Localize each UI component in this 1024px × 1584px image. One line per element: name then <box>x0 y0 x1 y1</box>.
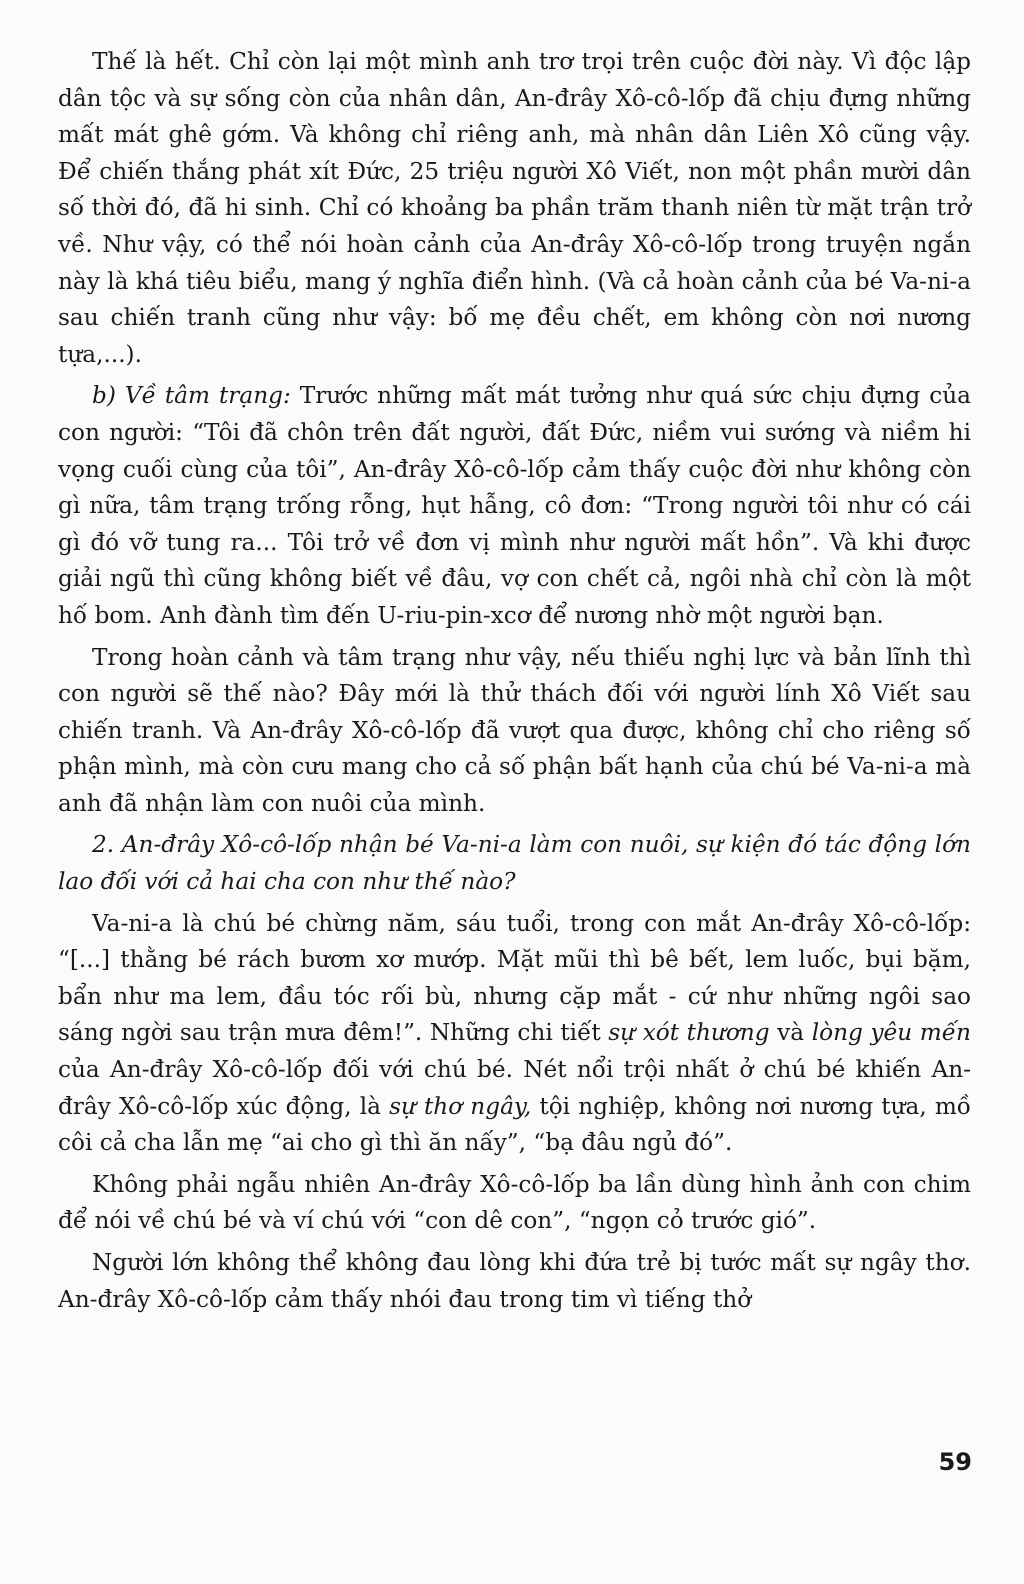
emphasis-xot-thuong: sự xót thương <box>608 1019 770 1047</box>
paragraph-va-ni-a <box>58 906 971 1162</box>
question-heading: 2. An-đrây Xô-cô-lốp nhận bé Va-ni-a làm con nuôi, sự kiện đó tác động lớn lao đối với cả hai cha con như thế nào? <box>58 831 971 896</box>
paragraph-hinh-anh-con-chim: Không phải ngẫu nhiên An-đrây Xô-cô-lốp ba lần dùng hình ảnh con chim để nói về chú bé và ví chú với “con dê con”, “ngọn cỏ trước gió”. <box>58 1170 971 1235</box>
emphasis-tho-ngay: sự thơ ngây, <box>389 1092 532 1120</box>
paragraph-va-ni-a-part-b: và <box>769 1019 812 1047</box>
paragraph-hoan-canh: Thế là hết. Chỉ còn lại một mình anh trơ trọi trên cuộc đời này. Vì độc lập dân tộc và sự sống còn của nhân dân, An-đrây Xô-cô-lốp đã chịu đựng những mất mát ghê gớm. Và không chỉ riêng anh, mà nhân dân Liên Xô cũng vậy. Để chiến thắng phát xít Đức, 25 triệu người Xô Viết, non một phần mười dân số thời đó, đã hi sinh. Chỉ có khoảng ba phần trăm thanh niên từ mặt trận trở về. Như vậy, có thể nói hoàn cảnh của An-đrây Xô-cô-lốp trong truyện ngắn này là khá tiêu biểu, mang ý nghĩa điển hình. (Và cả hoàn cảnh của bé Va-ni-a sau chiến tranh cũng như vậy: bố mẹ đều chết, em không còn nơi nương tựa,...). <box>58 48 971 368</box>
section-label-tam-trang: b) Về tâm trạng: <box>92 382 291 410</box>
paragraph-va-ni-a-part-a: Va-ni-a là chú bé chừng năm, sáu tuổi, trong con mắt An-đrây Xô-cô-lốp: “[...] thằng bé rách bươm xơ mướp. Mặt mũi thì bê bết, lem luốc, bụi bặm, bẩn như ma lem, đầu tóc rối bù, nhưng cặp mắt - cứ như những ngôi sao sáng ngời sau trận mưa đêm!”. Những chi tiết <box>58 909 971 1047</box>
emphasis-yeu-men: lòng yêu mến <box>811 1019 971 1047</box>
paragraph-va-ni-a-part-c: của An-đrây Xô-cô-lốp đối với chú bé. Nét nổi trội nhất ở chú bé khiến An-đrây Xô-cô-lốp xúc động, là <box>58 1056 971 1120</box>
paragraph-dau-long: Người lớn không thể không đau lòng khi đứa trẻ bị tước mất sự ngây thơ. An-đrây Xô-cô-lốp cảm thấy nhói đau trong tim vì tiếng thở <box>58 1249 971 1313</box>
paragraph-thu-thach: Trong hoàn cảnh và tâm trạng như vậy, nếu thiếu nghị lực và bản lĩnh thì con người sẽ thế nào? Đây mới là thử thách đối với người lính Xô Viết sau chiến tranh. Và An-đrây Xô-cô-lốp đã vượt qua được, không chỉ cho riêng số phận mình, mà còn cưu mang cho cả số phận bất hạnh của chú bé Va-ni-a mà anh đã nhận làm con nuôi của mình. <box>58 643 971 817</box>
page-number: 59 <box>938 1448 972 1476</box>
paragraph-tam-trang-text: Trước những mất mát tưởng như quá sức chịu đựng của con người: “Tôi đã chôn trên đất người, đất Đức, niềm vui sướng và niềm hi vọng cuối cùng của tôi”, An-đrây Xô-cô-lốp cảm thấy cuộc đời như không còn gì nữa, tâm trạng trống rỗng, hụt hẫng, cô đơn: “Trong người tôi như có cái gì đó vỡ tung ra... Tôi trở về đơn vị mình như người mất hồn”. Và khi được giải ngũ thì cũng không biết về đâu, vợ con chết cả, ngôi nhà chỉ còn là một hố bom. Anh đành tìm đến U-riu-pin-xcơ để nương nhờ một người bạn. <box>58 382 971 629</box>
paragraph-tam-trang <box>58 378 971 634</box>
paragraph-va-ni-a-part-d: tội nghiệp, không nơi nương tựa, mồ côi cả cha lẫn mẹ “ai cho gì thì ăn nấy”, “bạ đâu ngủ đó”. <box>58 1092 971 1157</box>
page-body-text <box>58 44 971 1323</box>
